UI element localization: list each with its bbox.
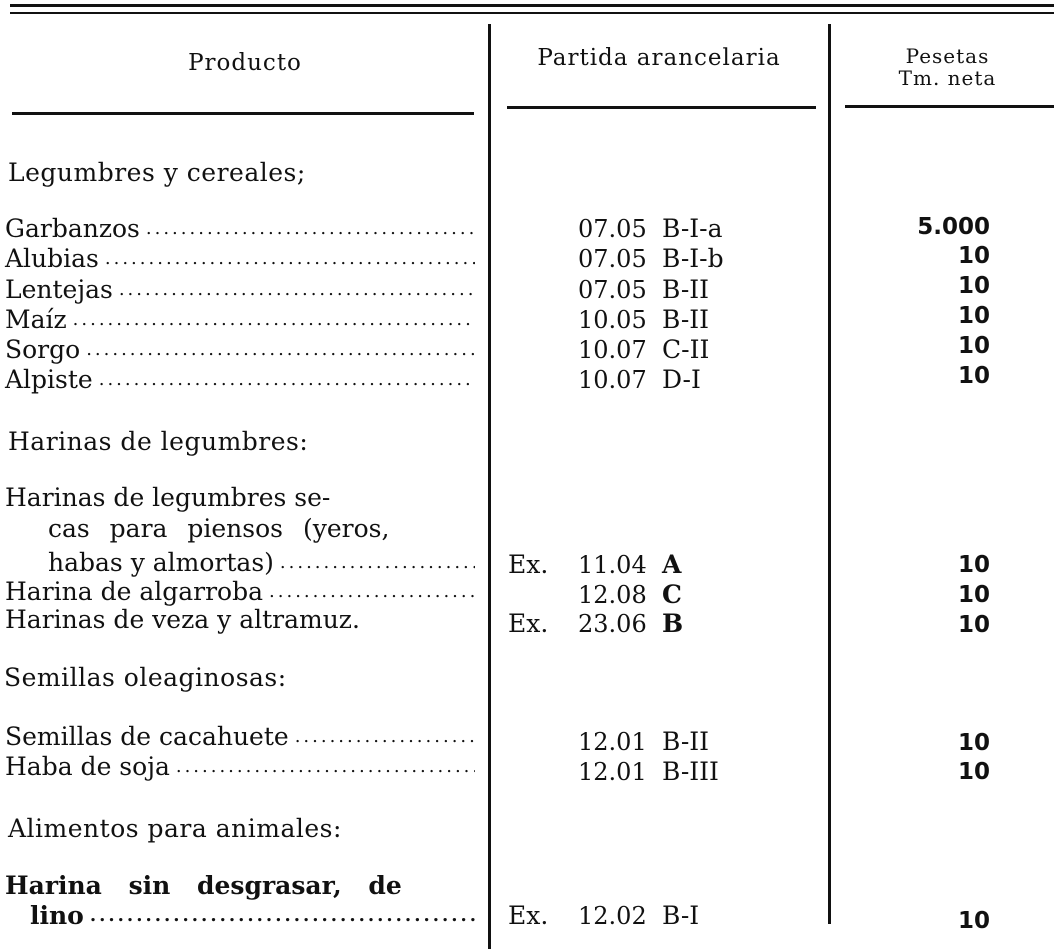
header-rule-partida [507,106,816,109]
tariff-number: 23.06 [578,610,647,638]
tariff-number: 10.07 [578,336,647,364]
tariff-code: D-I [662,365,701,394]
product-name-line: lino [30,901,84,930]
tariff-code: C-II [662,335,710,364]
section-title: Harinas de legumbres: [8,427,309,456]
pesetas-value: 10 [957,759,990,785]
tariff-code: B-II [662,275,710,304]
pesetas-value: 10 [957,730,990,756]
tariff-code: B-I-b [662,244,724,273]
pesetas-value: 10 [957,908,990,934]
pesetas-value: 10 [957,333,990,359]
section-title: Legumbres y cereales; [8,158,306,187]
pesetas-value: 10 [957,612,990,638]
tariff-number: 10.07 [578,366,647,394]
tariff-code: B-II [662,727,710,756]
product-name: Alubias [5,244,99,273]
pesetas-value: 10 [957,303,990,329]
product-line-justified [5,871,475,901]
tariff-number: 07.05 [578,245,647,273]
product-name: Haba de soja [5,752,170,781]
top-rule-thin [10,12,1054,14]
top-rule-thick [10,4,1054,7]
pesetas-value: 10 [957,273,990,299]
header-tm-neta: Tm. neta [898,66,997,90]
pesetas-value: 10 [957,552,990,578]
product-name-line: Harina sin desgrasar, de [5,871,402,900]
ex-prefix: Ex. [508,901,549,930]
tariff-number: 12.08 [578,581,647,609]
tariff-code: B-I-a [662,214,723,243]
pesetas-value: 5.000 [917,214,990,240]
tariff-number: 11.04 [578,551,647,579]
tariff-code: A [662,550,682,579]
ex-prefix: Ex. [508,550,549,579]
product-name: Garbanzos [5,214,140,243]
tariff-code: B-III [662,757,719,786]
tariff-number: 12.02 [578,902,647,930]
column-divider-2 [828,24,831,924]
product-name: Alpiste [5,365,93,394]
header-rule-producto [12,112,474,115]
product-name: Maíz [5,305,67,334]
tariff-code: B-II [662,305,710,334]
product-name: Sorgo [5,335,81,364]
tariff-code: C [662,580,682,609]
product-name-line: Harinas de legumbres se- [5,483,331,512]
product-name: Harina de algarroba [5,577,264,606]
product-name-line: cas para piensos (yeros, [48,514,390,543]
section-title: Semillas oleaginosas: [4,663,287,692]
header-pesetas: Pesetas [905,44,990,68]
tariff-number: 10.05 [578,306,647,334]
tariff-number: 12.01 [578,728,647,756]
pesetas-value: 10 [957,243,990,269]
pesetas-value: 10 [957,363,990,389]
tariff-number: 07.05 [578,276,647,304]
tariff-number: 12.01 [578,758,647,786]
header-rule-pesetas [845,105,1054,108]
ex-prefix: Ex. [508,609,549,638]
header-producto: Producto [188,50,302,76]
pesetas-value: 10 [957,582,990,608]
tariff-code: B [662,609,684,638]
tariff-code: B-I [662,901,700,930]
product-name-line: habas y almortas) [48,548,274,577]
product-name: Semillas de cacahuete [5,722,289,751]
product-name: Lentejas [5,275,113,304]
section-title: Alimentos para animales: [8,814,342,843]
column-divider-1 [488,24,491,949]
product-line-justified [5,483,475,513]
product-name: Harinas de veza y altramuz. [5,605,360,634]
tariff-number: 07.05 [578,215,647,243]
header-partida-arancelaria: Partida arancelaria [537,45,781,71]
